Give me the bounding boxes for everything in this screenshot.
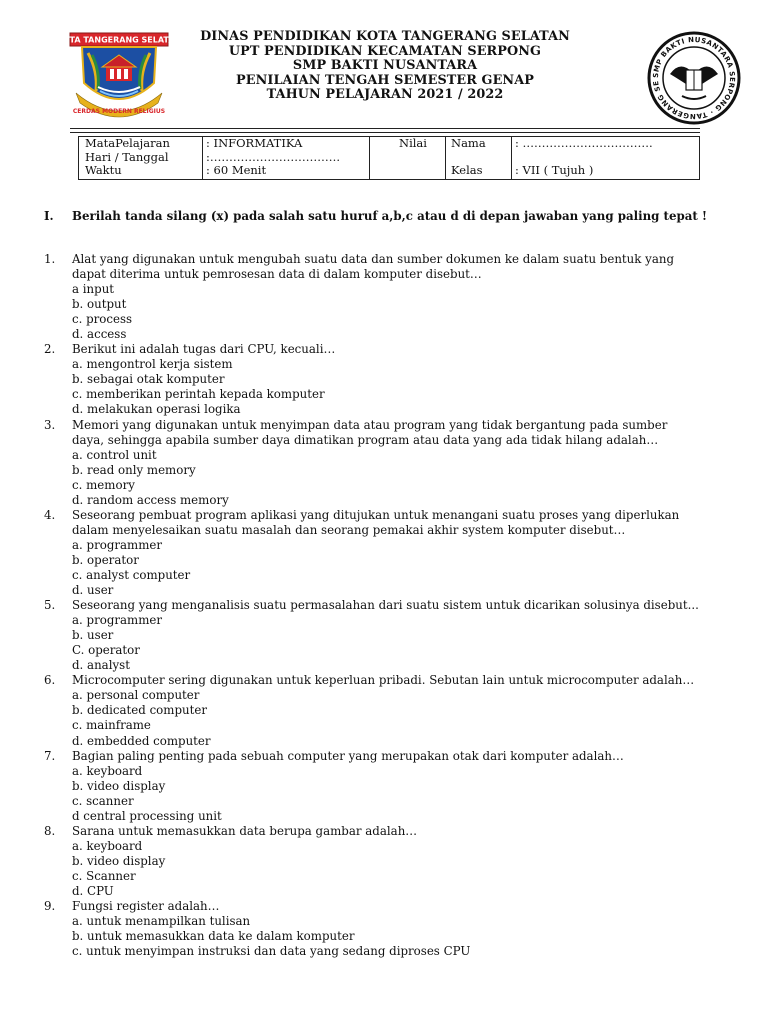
answer-option[interactable]: b. video display [72,853,166,868]
question-text: Berikut ini adalah tugas dari CPU, kecuali… [72,342,336,357]
header-rule-thick [70,128,700,129]
time-value: : 60 Menit [206,163,267,177]
question-text: Seseorang yang menganalisis suatu permasalahan dari suatu sistem untuk dicarikan solusinya disebut... [72,598,699,613]
question-item [44,598,724,673]
district-office: UPT PENDIDIKAN KECAMATAN SERPONG [228,43,542,59]
answer-option[interactable]: c. scanner [72,793,134,808]
answer-option[interactable]: c. memory [72,477,135,492]
answer-option[interactable]: b. sebagai otak komputer [72,372,225,387]
name-value-field[interactable]: : ……………………………. [515,136,653,150]
answer-option[interactable]: a. keyboard [72,763,143,778]
question-number: 6. [44,673,56,688]
answer-option[interactable]: b. video display [72,778,166,793]
agency-name: DINAS PENDIDIKAN KOTA TANGERANG SELATAN [200,29,570,44]
question-text: dapat diterima untuk pemrosesan data di dalam komputer disebut… [72,267,482,282]
question-text: Alat yang digunakan untuk mengubah suatu data dan sumber dokumen ke dalam suatu bentuk yang [72,252,675,266]
answer-option[interactable]: d. analyst [72,658,130,673]
answer-option[interactable]: d. melakukan operasi logika [72,402,241,417]
answer-option[interactable]: C. operator [72,643,140,658]
time-label: Waktu [85,163,122,177]
question-item [44,508,724,598]
question-item [44,418,724,508]
question-item [44,342,724,417]
answer-option[interactable]: d. user [72,583,114,598]
section-instruction: Berilah tanda silang (x) pada salah satu huruf a,b,c atau d di depan jawaban yang paling tepat ! [72,209,708,223]
answer-option[interactable]: a. programmer [72,613,163,628]
question-item [44,673,724,748]
emblem-banner-text: KOTA TANGERANG SELATAN [56,35,182,45]
answer-option[interactable]: a. personal computer [72,688,200,703]
class-label: Kelas [451,163,483,177]
question-item [44,252,724,342]
answer-option[interactable]: a. untuk menampilkan tulisan [72,914,251,929]
answer-option[interactable]: c. memberikan perintah kepada komputer [72,387,325,402]
name-label: Nama [451,136,486,150]
section-heading [44,209,744,223]
question-text: Memori yang digunakan untuk menyimpan data atau program yang tidak bergantung pada sumber [72,417,668,432]
answer-option[interactable]: c. mainframe [72,718,151,733]
section-number: I. [44,209,54,223]
class-value: : VII ( Tujuh ) [515,163,594,177]
question-item [44,899,724,959]
answer-option[interactable]: d. random access memory [72,492,229,507]
school-name: SMP BAKTI NUSANTARA [292,58,478,74]
school-seal-icon [646,30,742,126]
answer-option[interactable]: d. CPU [72,883,114,898]
question-number: 4. [44,507,56,522]
answer-option[interactable]: a. mengontrol kerja sistem [72,357,233,372]
answer-option[interactable]: c. process [72,312,133,327]
question-text: Microcomputer sering digunakan untuk keperluan pribadi. Sebutan lain untuk microcomputer adalah… [72,673,695,688]
exam-title: PENILAIAN TENGAH SEMESTER GENAP [236,72,534,88]
question-number: 9. [44,899,56,914]
question-number: 8. [44,823,56,838]
answer-option[interactable]: b. dedicated computer [72,703,207,718]
answer-option[interactable]: a. keyboard [72,838,143,853]
question-list [44,252,724,959]
answer-option[interactable]: b. user [72,628,114,643]
day-label: Hari / Tanggal [85,149,169,164]
answer-option[interactable]: b. output [72,297,127,312]
answer-option[interactable]: d. access [72,327,127,342]
question-text: Fungsi register adalah… [72,899,220,914]
question-number: 7. [44,748,56,763]
answer-option[interactable]: a. control unit [72,447,157,462]
answer-option[interactable]: a. programmer [72,537,163,552]
question-number: 5. [44,598,56,613]
question-item [44,749,724,824]
question-number: 1. [44,252,56,266]
question-number: 3. [44,417,56,432]
answer-option[interactable]: d. embedded computer [72,733,211,748]
question-number: 2. [44,342,56,357]
day-value-field[interactable]: :……………………………. [206,149,341,164]
question-text: Seseorang pembuat program aplikasi yang ditujukan untuk menangani suatu proses yang diperlukan [72,507,680,522]
exam-info-table [78,136,700,180]
answer-option[interactable]: d central processing unit [72,808,222,823]
subject-label: MataPelajaran [85,136,170,150]
answer-option[interactable]: b. untuk memasukkan data ke dalam komputer [72,929,355,944]
answer-option[interactable]: c. Scanner [72,868,136,883]
emblem-motto: CERDAS MODERN RELIGIUS [72,108,166,115]
question-text: Bagian paling penting pada sebuah computer yang merupakan otak dari komputer adalah… [72,748,624,763]
seal-text: SMP BAKTI NUSANTARA SERPONG · TANGERANG SE [651,35,737,121]
tangerang-selatan-emblem-icon [56,31,182,123]
question-text: daya, sehingga apabila sumber daya dimatikan program atau data yang ada tidak hilang adalah… [72,432,659,447]
letterhead [190,30,580,103]
header-rule-thin [70,132,700,133]
score-label: Nilai [399,136,427,150]
answer-option[interactable]: b. read only memory [72,462,196,477]
answer-option[interactable]: b. operator [72,552,139,567]
question-text: Sarana untuk memasukkan data berupa gambar adalah… [72,823,418,838]
answer-option[interactable]: c. untuk menyimpan instruksi dan data yang sedang diproses CPU [72,944,471,959]
answer-option[interactable]: c. analyst computer [72,567,191,582]
subject-value: : INFORMATIKA [206,136,303,150]
academic-year: TAHUN PELAJARAN 2021 / 2022 [266,87,504,103]
answer-option[interactable]: a input [72,282,115,297]
question-text: dalam menyelesaikan suatu masalah dan seorang pemakai akhir system komputer disebut… [72,522,626,537]
question-item [44,824,724,899]
